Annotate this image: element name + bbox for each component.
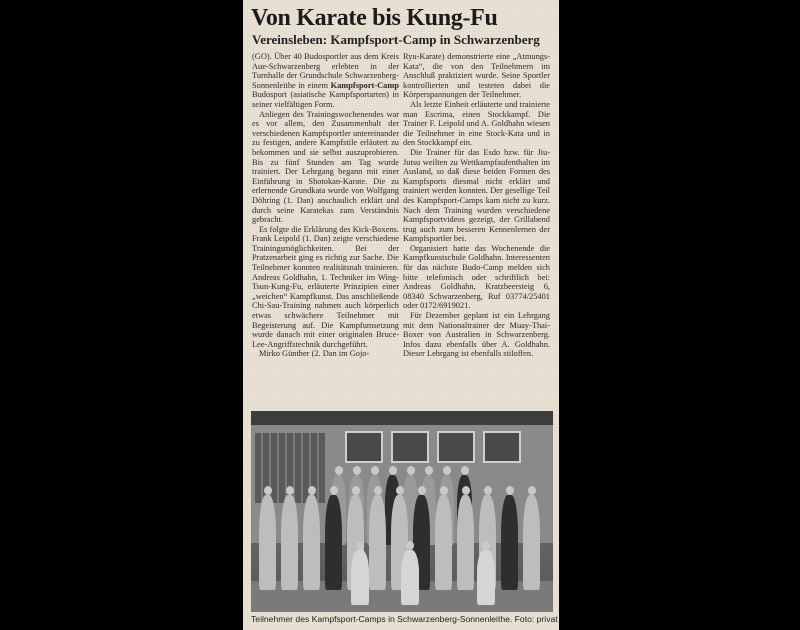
- paragraph: Mirko Günther (2. Dan im Gojo-: [259, 349, 370, 359]
- participant-figure: [369, 495, 386, 590]
- participant-figure: [523, 495, 540, 590]
- building-window: [437, 431, 475, 463]
- building-roof: [251, 411, 553, 425]
- participant-head: [506, 486, 514, 495]
- participant-figure: [477, 550, 495, 605]
- newspaper-clipping: [243, 0, 559, 630]
- participant-figure: [281, 495, 298, 590]
- article-column-right: [403, 52, 550, 359]
- participant-head: [352, 486, 360, 495]
- participant-figure: [457, 495, 474, 590]
- paragraph: Ryu-Karate) demonstrierte eine „Atmungs-Kata“, die von den Teilnehmern im Anschluß praktiziert wurde. Seine Sportler kontrollierten und testeten dabei die Körperspannungen der Teilnehmer.: [403, 52, 550, 100]
- participant-figure: [435, 495, 452, 590]
- participant-figure: [303, 495, 320, 590]
- participant-head: [356, 541, 364, 550]
- participant-head: [308, 486, 316, 495]
- building-window: [345, 431, 383, 463]
- participant-head: [461, 466, 469, 475]
- participant-figure: [401, 550, 419, 605]
- participant-head: [330, 486, 338, 495]
- participant-head: [484, 486, 492, 495]
- paragraph: Organisiert hatte das Wochenende die Kampfkunstschule Goldhahn. Interessenten für das nächste Budo-Camp melden sich bitte telefonisch oder schriftlich bei: Andreas Goldhahn, Kratzbeersteig 6, 08340 Schwarzenberg, Ruf 03774/25401 oder 0172/6919021.: [403, 243, 550, 311]
- paragraph: Es folgte die Erklärung des Kick-Boxens. Frank Leipold (1. Dan) zeigte verschiedene Trainingsmöglichkeiten. Bei der Pratzenarbeit ging es richtig zur Sache. Die Teilnehmer konnten realitätsnah trainieren. Andreas Goldhahn, 1. Techniker im Wing-Tsun-Kung-Fu, erläuterte Prinzipien einer „weichen“ Kampfkunst. Das anschließende Chi-Sau-Training nahmen auch körperlich etwas schwächere Teilnehmer mit Begeisterung auf. Die Kampfumsetzung wurde danach mit einer originalen Bruce-Lee-Angriffstechnik durchgeführt.: [252, 224, 399, 349]
- participant-figure: [351, 550, 369, 605]
- participant-head: [462, 486, 470, 495]
- subheadline: Vereinsleben: Kampfsport-Camp in Schwarzenberg: [252, 32, 540, 47]
- participant-head: [371, 466, 379, 475]
- paragraph: Als letzte Einheit erläuterte und trainierte man Escrima, einen Stockkampf. Die Trainer F. Leipold und A. Goldhahn wiesen die Teilnehmer in eine Stock-Kata und in den Stockkampf ein.: [403, 99, 550, 148]
- participant-head: [264, 486, 272, 495]
- participant-head: [406, 541, 414, 550]
- group-photo: [251, 411, 553, 612]
- photo-caption: Teilnehmer des Kampfsport-Camps in Schwarzenberg-Sonnenleithe. Foto: privat: [251, 614, 558, 624]
- paragraph-text: Budosport (asiatische Kampfsportarten) in seiner vielfältigen Form.: [252, 90, 399, 109]
- participant-head: [407, 466, 415, 475]
- participant-head: [396, 486, 404, 495]
- participant-figure: [259, 495, 276, 590]
- participant-figure: [325, 495, 342, 590]
- article-column-left: [252, 52, 399, 359]
- participant-head: [286, 486, 294, 495]
- paragraph: [252, 52, 399, 110]
- bold-term: Kampfsport-Camp: [330, 80, 399, 90]
- paragraph: Anliegen des Trainingswochenendes war es vor allem, den Zusammenhalt der verschiedenen Kampfsportler untereinander zu festigen, andere Kampfstile erläutert zu bekommen und sie selbst auszuprobieren. Bis zu fünf Stunden am Tag wurde trainiert. Der Lehrgang begann mit einer Einführung in Shotokan-Karate. Die zu erlernende Grundkata wurde von Wolfgang Döhring (1. Dan) anschaulich erklärt und durch seine Karatekas zum Verständnis gebracht.: [252, 109, 399, 225]
- participant-head: [374, 486, 382, 495]
- participant-head: [335, 466, 343, 475]
- participant-head: [353, 466, 361, 475]
- participant-head: [443, 466, 451, 475]
- participant-head: [425, 466, 433, 475]
- paragraph: Für Dezember geplant ist ein Lehrgang mit dem Nationaltrainer der Muay-Thai-Boxer von Australien in Schwarzenberg. Infos dazu ebenfalls über A. Goldhahn. Dieser Lehrgang ist ebenfalls stiloffen.: [403, 311, 550, 359]
- building-window: [483, 431, 521, 463]
- participant-head: [528, 486, 536, 495]
- participant-figure: [501, 495, 518, 590]
- participant-head: [440, 486, 448, 495]
- headline: Von Karate bis Kung-Fu: [251, 5, 498, 31]
- paragraph: Die Trainer für das Esdo bzw. für Jiu-Jutsu weilten zu Wettkampfaufenthalten im Ausland, so daß diese beiden Formen des Kampfsports diesmal nicht erklärt und trainiert werden konnten. Der gesellige Teil des Kampfsport-Camps kam nicht zu kurz. Nach dem Training wurden verschiedene Kampfsportvideos gezeigt, der Grillabend trug auch zum besseren Kennenlernen der Kampfsportler bei.: [403, 147, 550, 244]
- participant-head: [482, 541, 490, 550]
- paragraph-text: (GO). Über 40 Budosportler aus dem Kreis Aue-Schwarzenberg erlebten in der Turnhalle der Grundschule Schwarzenberg-Sonnenleithe in einem: [252, 52, 399, 90]
- building-window: [391, 431, 429, 463]
- participant-head: [418, 486, 426, 495]
- participant-head: [389, 466, 397, 475]
